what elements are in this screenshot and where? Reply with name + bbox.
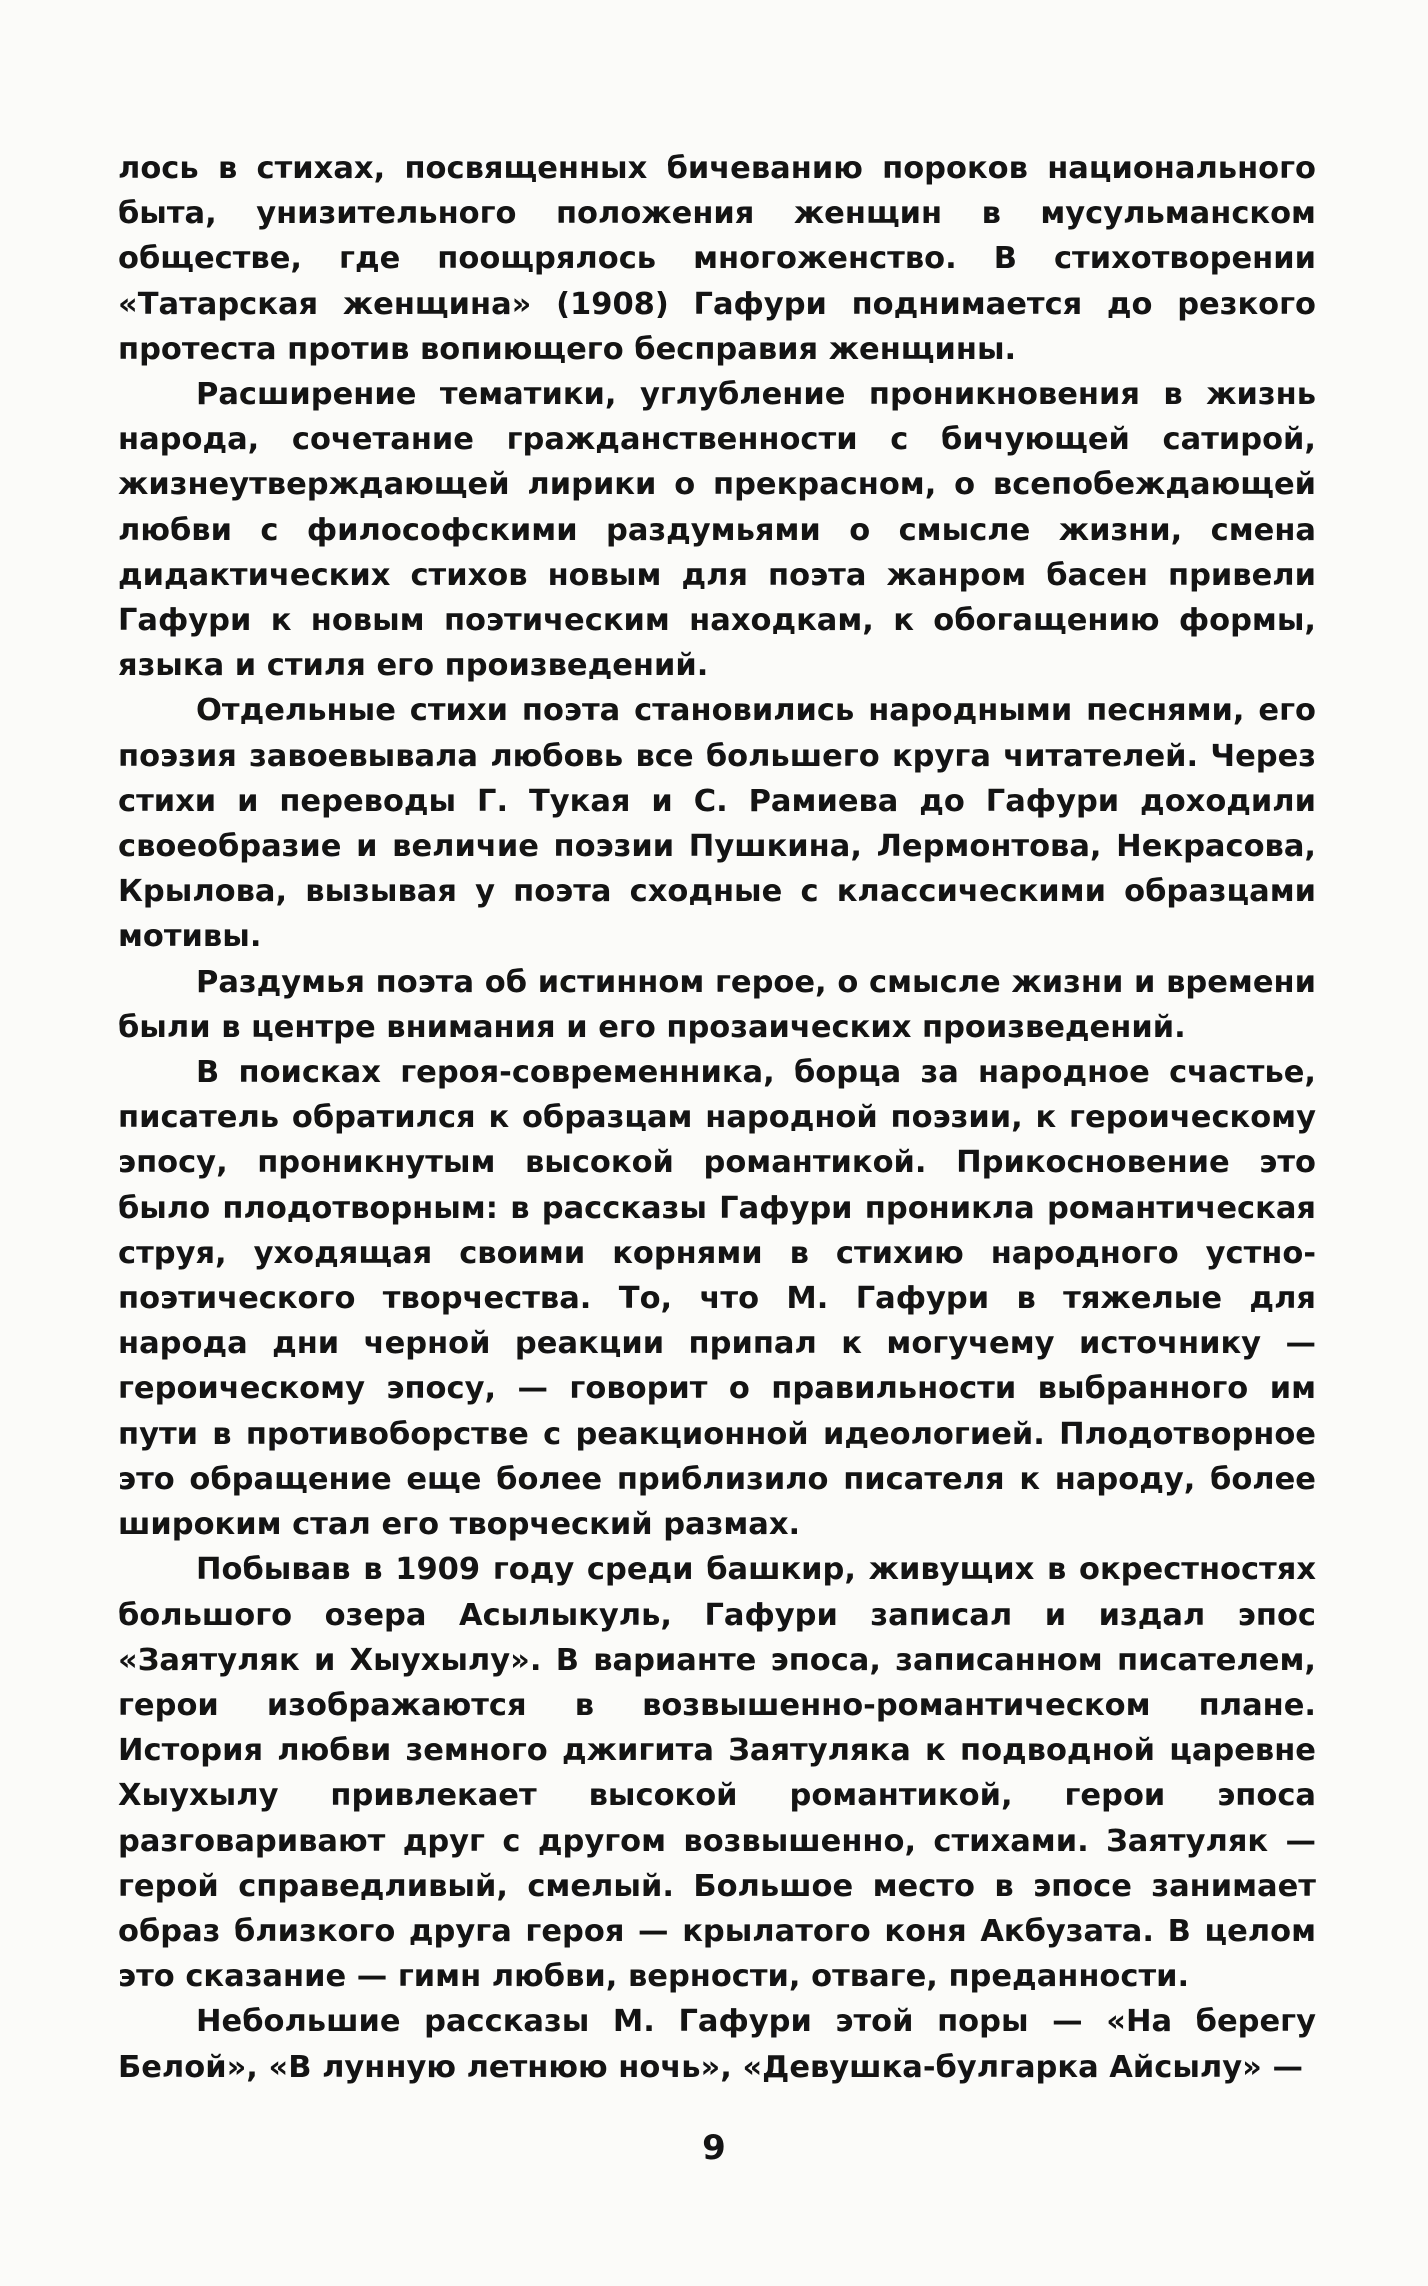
- paragraph-3: Отдельные стихи поэта становились народными песнями, его поэзия завоевывала любовь все большего круга читателей. Через стихи и переводы Г. Тукая и С. Рамиева до Гафури доходили своеобразие и величие поэзии Пушкина, Лермонтова, Некрасова, Крылова, вызывая у поэта сходные с классическими образцами мотивы.: [118, 693, 1316, 955]
- paragraph-6: Побывав в 1909 году среди башкир, живущих в окрестностях большого озера Асылыкуль, Гафури записал и издал эпос «Заятуляк и Хыухылу». В варианте эпоса, записанном писателем, герои изображаются в возвышенно-романтическом плане. История любви земного джигита Заятуляка к подводной царевне Хыухылу привлекает высокой романтикой, герои эпоса разговаривают друг с другом возвышенно, стихами. Заятуляк — герой справедливый, смелый. Большое место в эпосе занимает образ близкого друга героя — крылатого коня Акбузата. В целом это сказание — гимн любви, верности, отваге, преданности.: [118, 1552, 1316, 1995]
- paragraph-7: Небольшие рассказы М. Гафури этой поры — «На берегу Белой», «В лунную летнюю ночь», «Девушка-булгарка Айсылу» —: [118, 2004, 1316, 2085]
- page-number: 9: [702, 2128, 726, 2168]
- paragraph-5: В поисках героя-современника, борца за народное счастье, писатель обратился к образцам народной поэзии, к героическому эпосу, проникнутым высокой романтикой. Прикосновение это было плодотворным: в рассказы Гафури проникла романтическая струя, уходящая своими корнями в стихию народного устно-поэтического творчества. То, что М. Гафури в тяжелые для народа дни черной реакции припал к могучему источнику — героическому эпосу, — говорит о правильности выбранного им пути в противоборстве с реакционной идеологией. Плодотворное это обращение еще более приблизило писателя к народу, более широким стал его творческий размах.: [118, 1055, 1316, 1543]
- body-text: [118, 146, 1316, 2090]
- paragraph-4: Раздумья поэта об истинном герое, о смысле жизни и времени были в центре внимания и его прозаических произведений.: [118, 964, 1316, 1045]
- paragraph-1: лось в стихах, посвященных бичеванию пороков национального быта, унизительного положения женщин в мусульманском обществе, где поощрялось многоженство. В стихотворении «Татарская женщина» (1908) Гафури поднимается до резкого протеста против вопиющего бесправия женщины.: [118, 151, 1316, 367]
- paragraph-2: Расширение тематики, углубление проникновения в жизнь народа, сочетание гражданственности с бичующей сатирой, жизнеутверждающей лирики о прекрасном, о всепобеждающей любви с философскими раздумьями о смысле жизни, смена дидактических стихов новым для поэта жанром басен привели Гафури к новым поэтическим находкам, к обогащению формы, языка и стиля его произведений.: [118, 377, 1316, 684]
